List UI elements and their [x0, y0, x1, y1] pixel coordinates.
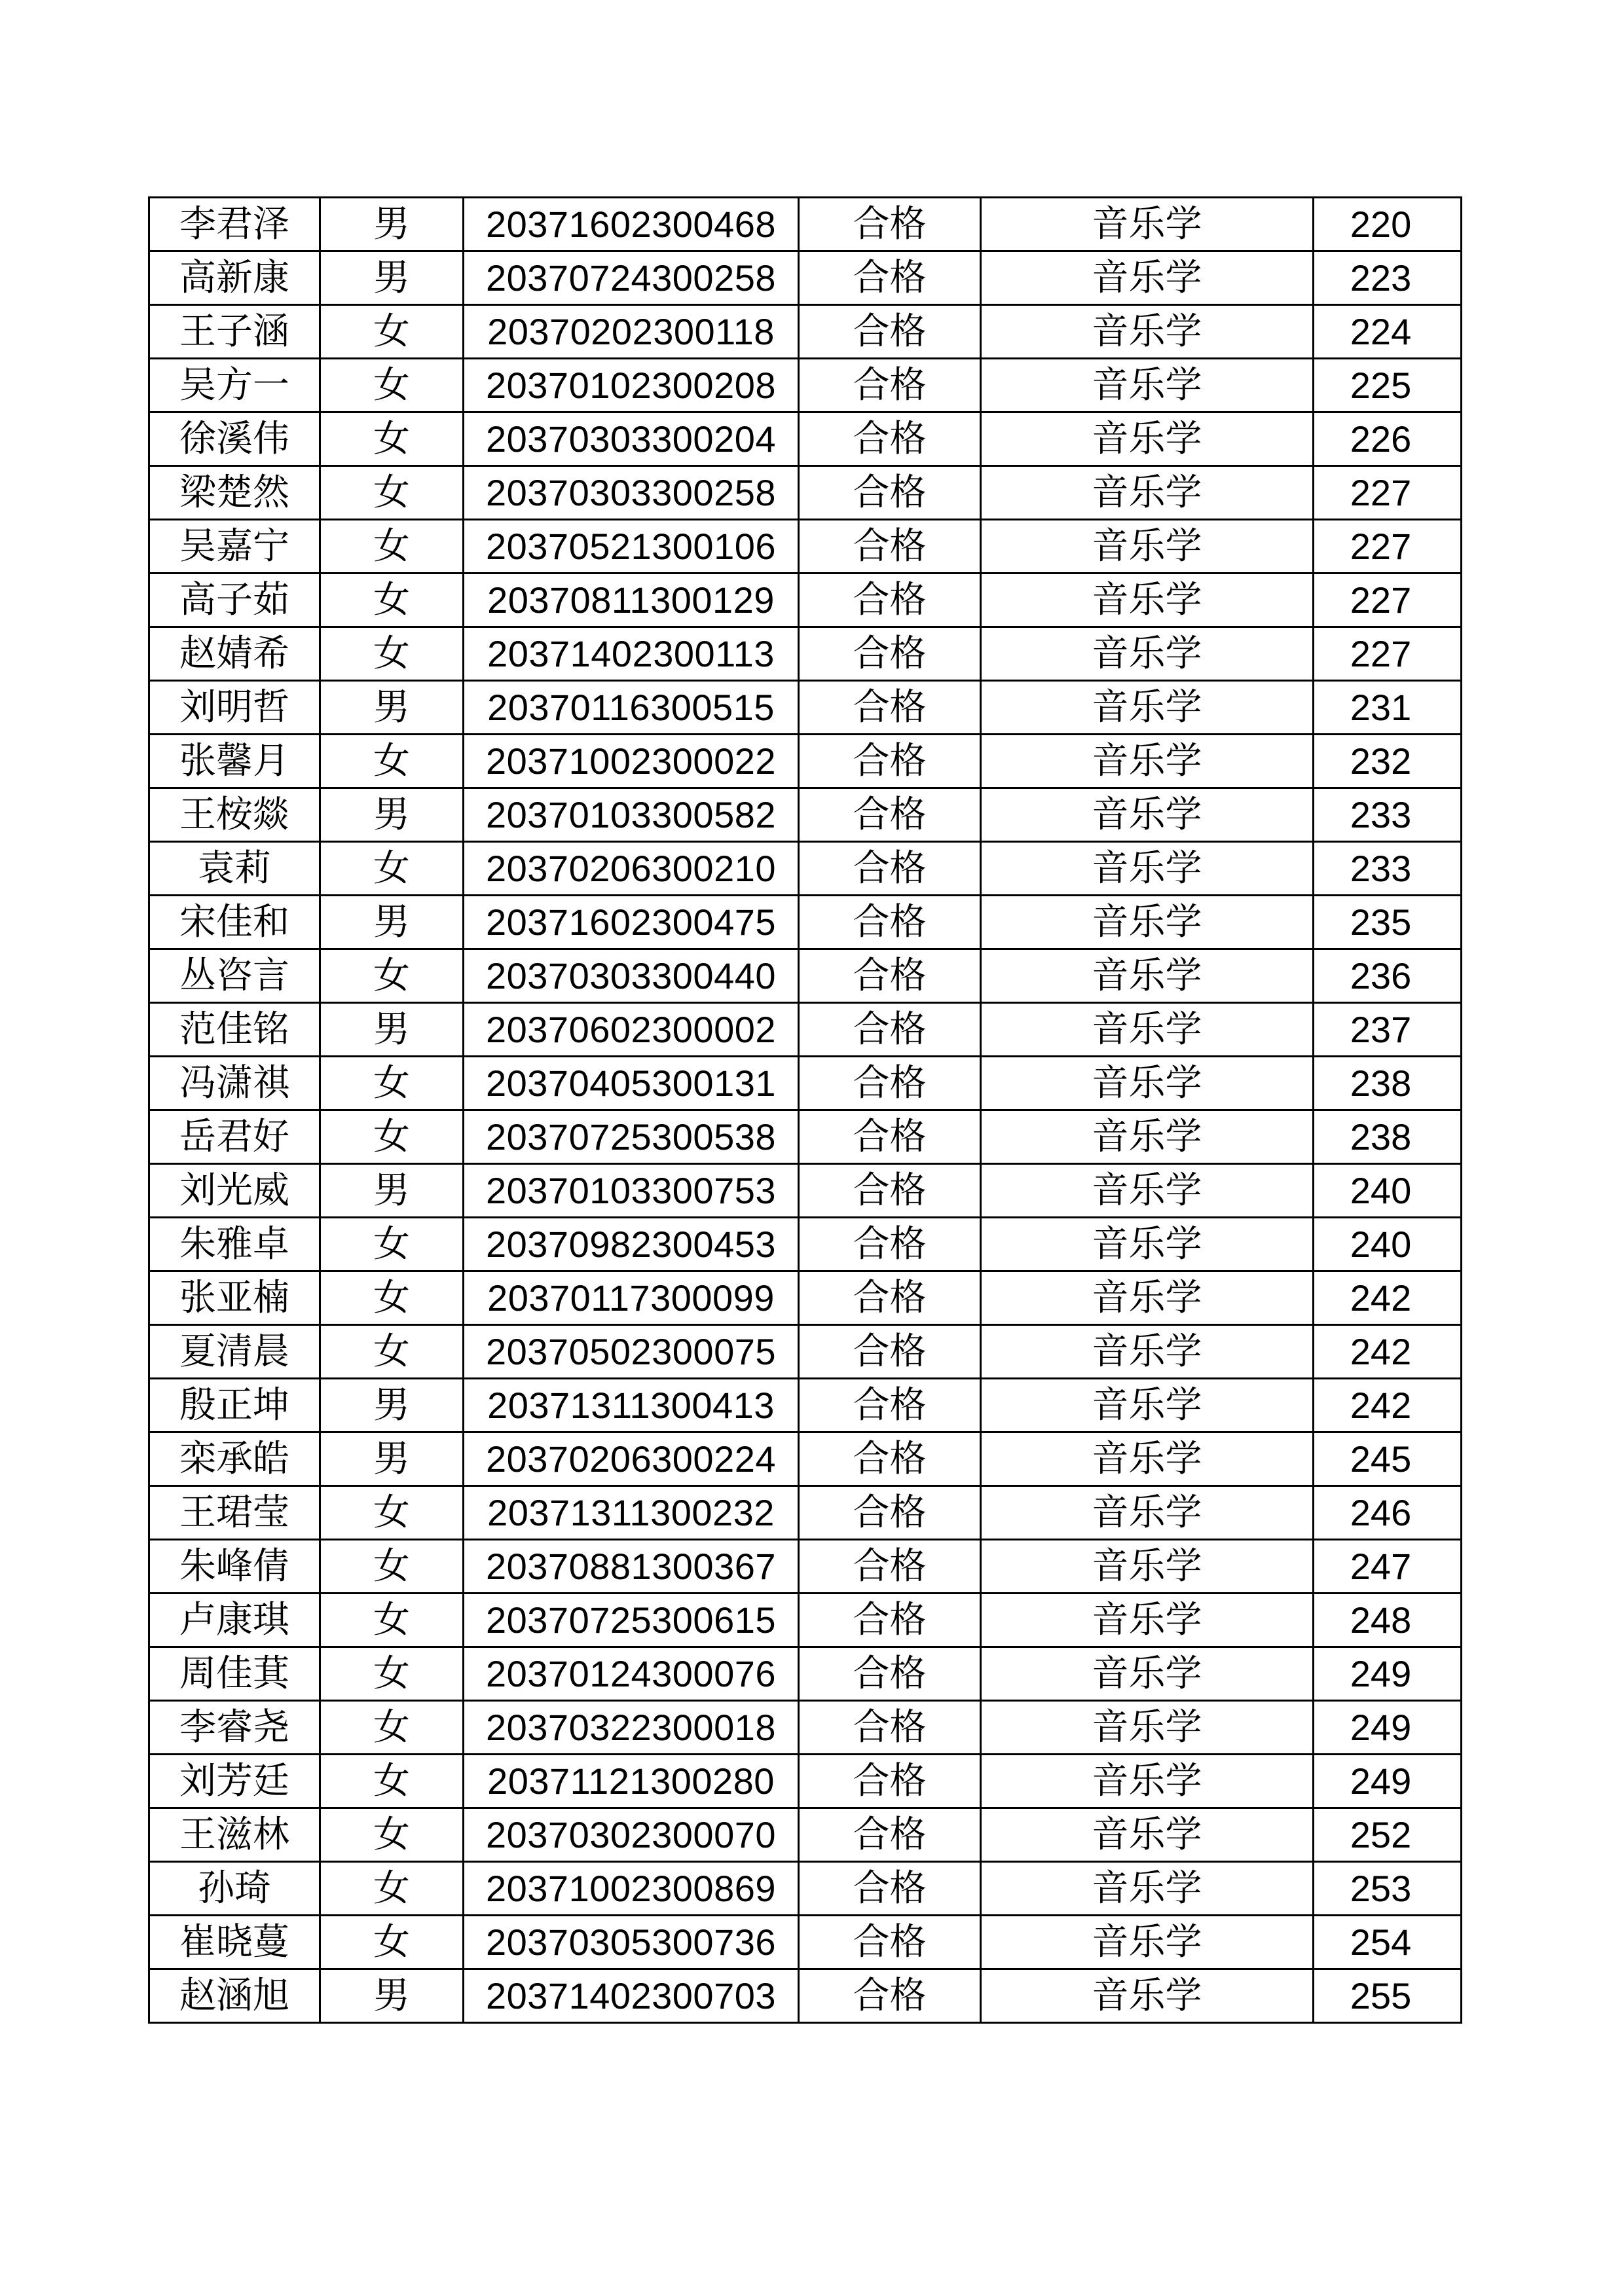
cell-major: 音乐学 [981, 520, 1314, 574]
cell-gender: 女 [320, 1271, 464, 1325]
cell-major: 音乐学 [981, 1701, 1314, 1755]
cell-gender: 男 [320, 1003, 464, 1057]
cell-name: 刘光威 [149, 1164, 320, 1218]
cell-rank: 247 [1314, 1540, 1462, 1594]
cell-gender: 女 [320, 412, 464, 466]
cell-major: 音乐学 [981, 681, 1314, 735]
cell-major: 音乐学 [981, 1432, 1314, 1486]
table-row [149, 574, 1462, 627]
cell-rank: 224 [1314, 305, 1462, 359]
results-table-body [149, 198, 1462, 2023]
cell-major: 音乐学 [981, 1755, 1314, 1808]
cell-candidate-number: 20370303300440 [464, 949, 799, 1003]
cell-name: 王子涵 [149, 305, 320, 359]
cell-major: 音乐学 [981, 1647, 1314, 1701]
cell-gender: 男 [320, 681, 464, 735]
cell-major: 音乐学 [981, 735, 1314, 788]
cell-candidate-number: 20370881300367 [464, 1540, 799, 1594]
cell-major: 音乐学 [981, 1969, 1314, 2023]
table-row [149, 1862, 1462, 1916]
cell-gender: 女 [320, 842, 464, 896]
cell-rank: 227 [1314, 627, 1462, 681]
cell-major: 音乐学 [981, 1594, 1314, 1647]
table-row [149, 1808, 1462, 1862]
cell-major: 音乐学 [981, 1540, 1314, 1594]
cell-rank: 231 [1314, 681, 1462, 735]
cell-rank: 220 [1314, 198, 1462, 251]
cell-name: 崔晓蔓 [149, 1916, 320, 1969]
cell-result: 合格 [799, 1325, 981, 1379]
cell-result: 合格 [799, 949, 981, 1003]
cell-gender: 女 [320, 1057, 464, 1110]
cell-gender: 女 [320, 359, 464, 412]
cell-name: 刘芳廷 [149, 1755, 320, 1808]
cell-name: 赵涵旭 [149, 1969, 320, 2023]
cell-result: 合格 [799, 1594, 981, 1647]
cell-result: 合格 [799, 735, 981, 788]
cell-rank: 233 [1314, 842, 1462, 896]
cell-gender: 女 [320, 574, 464, 627]
cell-name: 朱雅卓 [149, 1218, 320, 1271]
table-row [149, 466, 1462, 520]
cell-result: 合格 [799, 681, 981, 735]
cell-gender: 男 [320, 1164, 464, 1218]
cell-candidate-number: 20370811300129 [464, 574, 799, 627]
cell-candidate-number: 20370405300131 [464, 1057, 799, 1110]
cell-gender: 男 [320, 1969, 464, 2023]
cell-name: 张亚楠 [149, 1271, 320, 1325]
table-row [149, 896, 1462, 949]
cell-gender: 女 [320, 1916, 464, 1969]
cell-candidate-number: 20371602300468 [464, 198, 799, 251]
cell-candidate-number: 20371121300280 [464, 1755, 799, 1808]
cell-candidate-number: 20371602300475 [464, 896, 799, 949]
cell-major: 音乐学 [981, 627, 1314, 681]
cell-rank: 227 [1314, 466, 1462, 520]
cell-name: 丛咨言 [149, 949, 320, 1003]
cell-candidate-number: 20370117300099 [464, 1271, 799, 1325]
cell-name: 张馨月 [149, 735, 320, 788]
cell-gender: 男 [320, 251, 464, 305]
cell-major: 音乐学 [981, 198, 1314, 251]
cell-rank: 242 [1314, 1325, 1462, 1379]
cell-gender: 女 [320, 1540, 464, 1594]
cell-rank: 254 [1314, 1916, 1462, 1969]
cell-candidate-number: 20370602300002 [464, 1003, 799, 1057]
table-row [149, 412, 1462, 466]
cell-major: 音乐学 [981, 1271, 1314, 1325]
table-row [149, 1755, 1462, 1808]
cell-candidate-number: 20370124300076 [464, 1647, 799, 1701]
cell-major: 音乐学 [981, 1862, 1314, 1916]
cell-result: 合格 [799, 198, 981, 251]
cell-result: 合格 [799, 1755, 981, 1808]
cell-candidate-number: 20371311300413 [464, 1379, 799, 1432]
cell-rank: 255 [1314, 1969, 1462, 2023]
table-row [149, 1594, 1462, 1647]
cell-result: 合格 [799, 466, 981, 520]
cell-major: 音乐学 [981, 1164, 1314, 1218]
table-row [149, 1969, 1462, 2023]
cell-rank: 238 [1314, 1057, 1462, 1110]
cell-result: 合格 [799, 627, 981, 681]
cell-gender: 女 [320, 1110, 464, 1164]
cell-rank: 240 [1314, 1164, 1462, 1218]
cell-name: 王滋林 [149, 1808, 320, 1862]
cell-name: 孙琦 [149, 1862, 320, 1916]
cell-result: 合格 [799, 1647, 981, 1701]
cell-rank: 242 [1314, 1271, 1462, 1325]
cell-rank: 238 [1314, 1110, 1462, 1164]
cell-result: 合格 [799, 574, 981, 627]
cell-candidate-number: 20370982300453 [464, 1218, 799, 1271]
table-row [149, 198, 1462, 251]
cell-candidate-number: 20370502300075 [464, 1325, 799, 1379]
cell-name: 王珺莹 [149, 1486, 320, 1540]
table-row [149, 842, 1462, 896]
cell-rank: 225 [1314, 359, 1462, 412]
table-row [149, 681, 1462, 735]
table-row [149, 1540, 1462, 1594]
table-row [149, 520, 1462, 574]
cell-name: 卢康琪 [149, 1594, 320, 1647]
cell-name: 冯潇祺 [149, 1057, 320, 1110]
cell-major: 音乐学 [981, 574, 1314, 627]
table-row [149, 1432, 1462, 1486]
table-row [149, 1486, 1462, 1540]
table-row [149, 1647, 1462, 1701]
cell-rank: 226 [1314, 412, 1462, 466]
cell-major: 音乐学 [981, 949, 1314, 1003]
cell-rank: 227 [1314, 520, 1462, 574]
cell-name: 赵婧希 [149, 627, 320, 681]
cell-gender: 女 [320, 1701, 464, 1755]
cell-candidate-number: 20370202300118 [464, 305, 799, 359]
cell-name: 李睿尧 [149, 1701, 320, 1755]
cell-result: 合格 [799, 1701, 981, 1755]
cell-rank: 246 [1314, 1486, 1462, 1540]
cell-rank: 227 [1314, 574, 1462, 627]
cell-rank: 249 [1314, 1647, 1462, 1701]
cell-gender: 女 [320, 1594, 464, 1647]
cell-major: 音乐学 [981, 1808, 1314, 1862]
table-row [149, 305, 1462, 359]
cell-major: 音乐学 [981, 412, 1314, 466]
cell-gender: 女 [320, 520, 464, 574]
cell-result: 合格 [799, 1432, 981, 1486]
cell-result: 合格 [799, 412, 981, 466]
cell-gender: 女 [320, 1218, 464, 1271]
cell-major: 音乐学 [981, 251, 1314, 305]
cell-result: 合格 [799, 1379, 981, 1432]
cell-major: 音乐学 [981, 1325, 1314, 1379]
cell-candidate-number: 20371002300022 [464, 735, 799, 788]
cell-candidate-number: 20371311300232 [464, 1486, 799, 1540]
cell-result: 合格 [799, 520, 981, 574]
cell-gender: 男 [320, 198, 464, 251]
cell-result: 合格 [799, 1271, 981, 1325]
cell-major: 音乐学 [981, 896, 1314, 949]
cell-candidate-number: 20371402300703 [464, 1969, 799, 2023]
cell-rank: 240 [1314, 1218, 1462, 1271]
cell-result: 合格 [799, 896, 981, 949]
cell-result: 合格 [799, 1164, 981, 1218]
cell-result: 合格 [799, 1003, 981, 1057]
cell-name: 吴嘉宁 [149, 520, 320, 574]
cell-name: 李君泽 [149, 198, 320, 251]
cell-result: 合格 [799, 251, 981, 305]
cell-name: 殷正坤 [149, 1379, 320, 1432]
cell-result: 合格 [799, 1862, 981, 1916]
cell-major: 音乐学 [981, 1057, 1314, 1110]
cell-candidate-number: 20370102300208 [464, 359, 799, 412]
cell-result: 合格 [799, 1916, 981, 1969]
cell-result: 合格 [799, 1969, 981, 2023]
cell-major: 音乐学 [981, 466, 1314, 520]
cell-candidate-number: 20370302300070 [464, 1808, 799, 1862]
cell-rank: 236 [1314, 949, 1462, 1003]
cell-rank: 233 [1314, 788, 1462, 842]
cell-gender: 男 [320, 1379, 464, 1432]
cell-gender: 男 [320, 896, 464, 949]
cell-gender: 女 [320, 735, 464, 788]
table-row [149, 1379, 1462, 1432]
cell-gender: 女 [320, 1862, 464, 1916]
cell-candidate-number: 20370725300538 [464, 1110, 799, 1164]
table-row [149, 1057, 1462, 1110]
table-row [149, 1218, 1462, 1271]
cell-candidate-number: 20370305300736 [464, 1916, 799, 1969]
table-row [149, 1164, 1462, 1218]
cell-result: 合格 [799, 305, 981, 359]
cell-result: 合格 [799, 1218, 981, 1271]
cell-rank: 235 [1314, 896, 1462, 949]
table-row [149, 251, 1462, 305]
cell-candidate-number: 20371402300113 [464, 627, 799, 681]
cell-candidate-number: 20370206300224 [464, 1432, 799, 1486]
cell-major: 音乐学 [981, 1110, 1314, 1164]
cell-rank: 248 [1314, 1594, 1462, 1647]
cell-gender: 女 [320, 1755, 464, 1808]
cell-gender: 女 [320, 305, 464, 359]
cell-major: 音乐学 [981, 788, 1314, 842]
cell-name: 王桉燚 [149, 788, 320, 842]
table-row [149, 735, 1462, 788]
cell-major: 音乐学 [981, 305, 1314, 359]
cell-rank: 242 [1314, 1379, 1462, 1432]
cell-name: 范佳铭 [149, 1003, 320, 1057]
cell-name: 周佳萁 [149, 1647, 320, 1701]
cell-gender: 女 [320, 466, 464, 520]
cell-gender: 女 [320, 1325, 464, 1379]
cell-gender: 女 [320, 1486, 464, 1540]
table-row [149, 1003, 1462, 1057]
cell-gender: 女 [320, 1808, 464, 1862]
cell-major: 音乐学 [981, 842, 1314, 896]
cell-name: 岳君好 [149, 1110, 320, 1164]
cell-name: 朱峰倩 [149, 1540, 320, 1594]
cell-major: 音乐学 [981, 1486, 1314, 1540]
cell-candidate-number: 20371002300869 [464, 1862, 799, 1916]
cell-gender: 女 [320, 949, 464, 1003]
cell-name: 栾承皓 [149, 1432, 320, 1486]
cell-gender: 女 [320, 1647, 464, 1701]
cell-candidate-number: 20370322300018 [464, 1701, 799, 1755]
cell-result: 合格 [799, 1540, 981, 1594]
cell-major: 音乐学 [981, 1218, 1314, 1271]
cell-result: 合格 [799, 1808, 981, 1862]
cell-rank: 232 [1314, 735, 1462, 788]
cell-gender: 男 [320, 1432, 464, 1486]
cell-candidate-number: 20370206300210 [464, 842, 799, 896]
cell-result: 合格 [799, 359, 981, 412]
cell-major: 音乐学 [981, 1916, 1314, 1969]
cell-candidate-number: 20370724300258 [464, 251, 799, 305]
table-row [149, 1325, 1462, 1379]
cell-name: 刘明哲 [149, 681, 320, 735]
cell-result: 合格 [799, 842, 981, 896]
cell-rank: 245 [1314, 1432, 1462, 1486]
cell-candidate-number: 20370303300258 [464, 466, 799, 520]
table-row [149, 1110, 1462, 1164]
table-row [149, 627, 1462, 681]
cell-candidate-number: 20370521300106 [464, 520, 799, 574]
results-table [148, 196, 1462, 2024]
table-row [149, 1916, 1462, 1969]
cell-rank: 249 [1314, 1701, 1462, 1755]
cell-gender: 男 [320, 788, 464, 842]
cell-gender: 女 [320, 627, 464, 681]
cell-name: 高新康 [149, 251, 320, 305]
cell-result: 合格 [799, 1057, 981, 1110]
table-row [149, 1701, 1462, 1755]
cell-candidate-number: 20370303300204 [464, 412, 799, 466]
cell-major: 音乐学 [981, 359, 1314, 412]
cell-rank: 253 [1314, 1862, 1462, 1916]
cell-name: 宋佳和 [149, 896, 320, 949]
cell-name: 袁莉 [149, 842, 320, 896]
table-row [149, 359, 1462, 412]
cell-rank: 249 [1314, 1755, 1462, 1808]
table-row [149, 1271, 1462, 1325]
cell-result: 合格 [799, 1110, 981, 1164]
table-row [149, 788, 1462, 842]
cell-name: 吴方一 [149, 359, 320, 412]
cell-result: 合格 [799, 788, 981, 842]
cell-major: 音乐学 [981, 1379, 1314, 1432]
cell-name: 高子茹 [149, 574, 320, 627]
cell-result: 合格 [799, 1486, 981, 1540]
cell-candidate-number: 20370116300515 [464, 681, 799, 735]
cell-name: 梁楚然 [149, 466, 320, 520]
cell-candidate-number: 20370103300753 [464, 1164, 799, 1218]
cell-rank: 252 [1314, 1808, 1462, 1862]
cell-name: 徐溪伟 [149, 412, 320, 466]
cell-candidate-number: 20370725300615 [464, 1594, 799, 1647]
cell-rank: 223 [1314, 251, 1462, 305]
table-row [149, 949, 1462, 1003]
cell-name: 夏清晨 [149, 1325, 320, 1379]
cell-candidate-number: 20370103300582 [464, 788, 799, 842]
cell-major: 音乐学 [981, 1003, 1314, 1057]
cell-rank: 237 [1314, 1003, 1462, 1057]
